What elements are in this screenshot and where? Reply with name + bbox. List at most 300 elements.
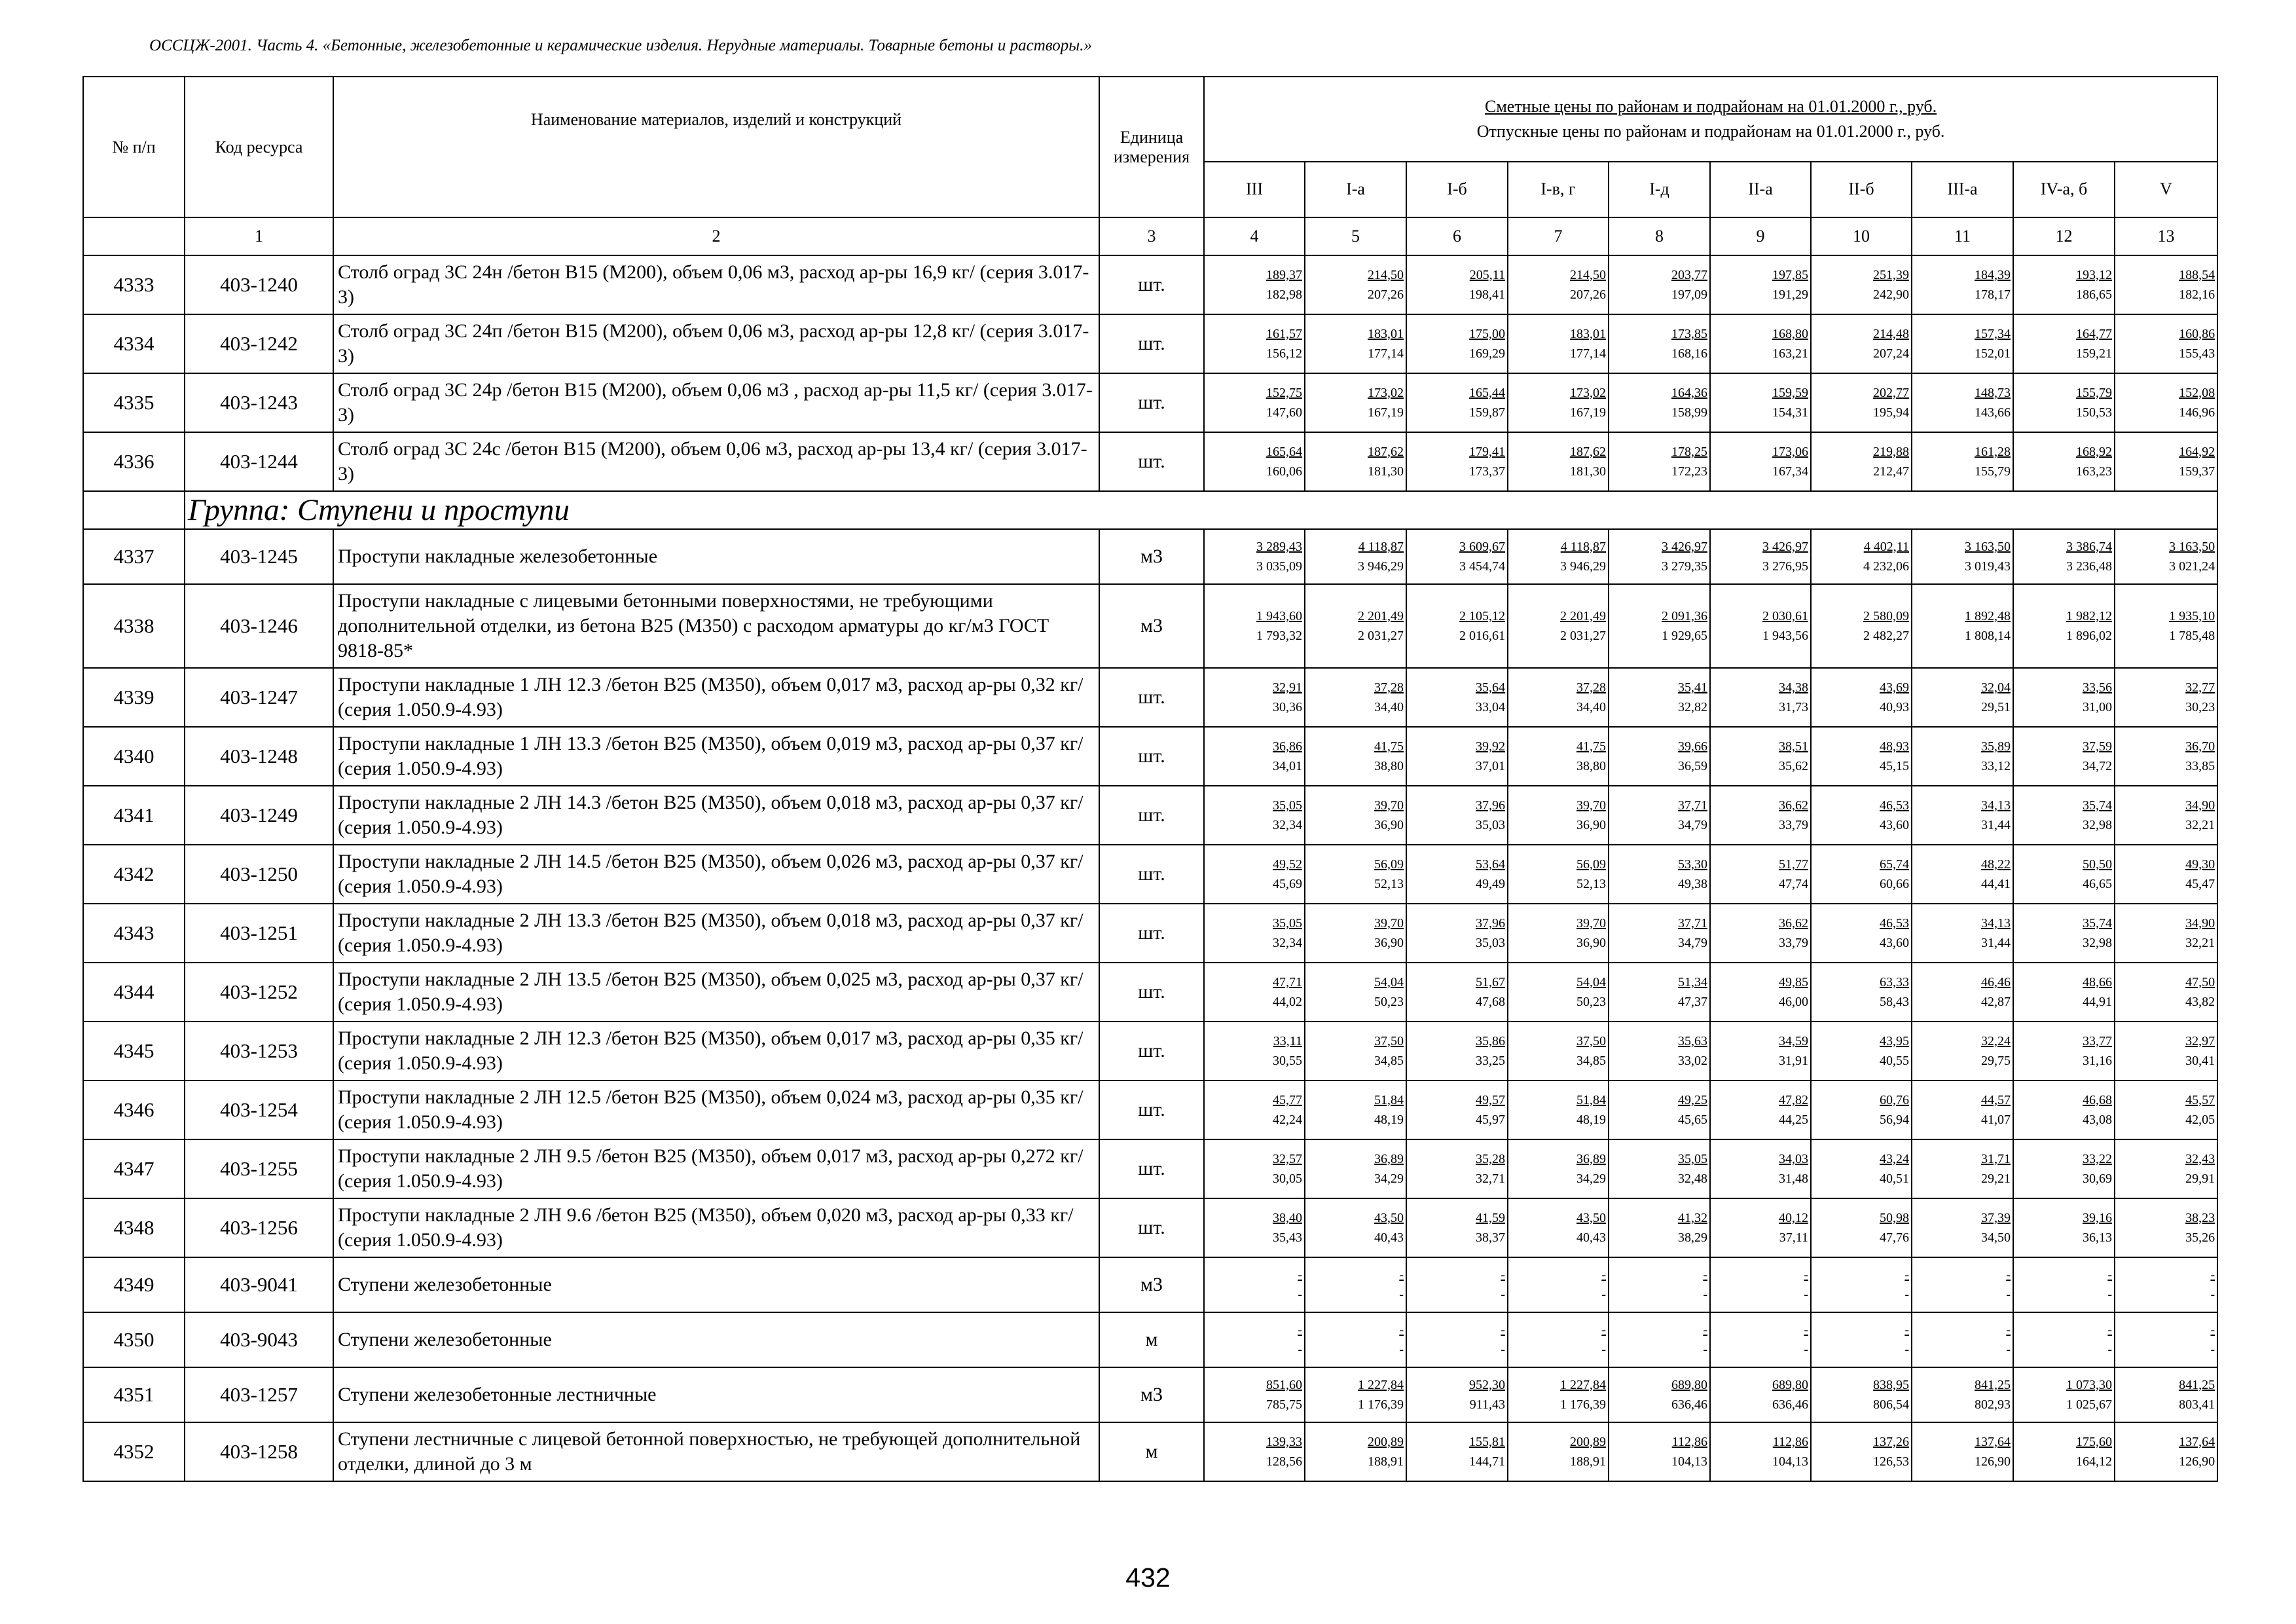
price-cell: [1305, 1080, 1406, 1139]
price-cell: [1811, 786, 1912, 845]
price-cell: [1406, 1422, 1508, 1481]
price-cell: [1811, 668, 1912, 727]
estimate-price: -: [2210, 1323, 2215, 1337]
price-cell: [2013, 1422, 2115, 1481]
estimate-price: 175,60: [2076, 1435, 2112, 1449]
estimate-price: 63,33: [1880, 975, 1909, 989]
price-cell: [1912, 727, 2013, 786]
release-price: 126,90: [1975, 1454, 2011, 1469]
price-cell: [1609, 373, 1710, 432]
release-price: -: [1501, 1342, 1505, 1357]
release-price: 33,79: [1779, 818, 1808, 832]
price-cell: [1508, 1257, 1609, 1312]
release-price: 40,51: [1880, 1172, 1909, 1186]
price-cell: [1609, 1022, 1710, 1080]
price-cell: [1305, 373, 1406, 432]
release-price: 38,29: [1678, 1230, 1707, 1245]
release-price: 33,85: [2185, 759, 2215, 773]
release-price: 47,76: [1880, 1230, 1909, 1245]
price-cell: [1811, 529, 1912, 584]
price-cell: [2115, 584, 2217, 668]
release-price: 169,29: [1469, 346, 1505, 361]
estimate-price: 41,59: [1476, 1211, 1505, 1225]
estimate-price: 155,81: [1469, 1435, 1505, 1449]
estimate-price: 137,64: [1975, 1435, 2011, 1449]
price-cell: [1204, 963, 1305, 1022]
release-price: 34,85: [1374, 1054, 1404, 1068]
estimate-price: -: [1501, 1268, 1505, 1282]
release-price: 44,91: [2083, 995, 2112, 1009]
price-cell: [1508, 255, 1609, 314]
price-cell: [1811, 1080, 1912, 1139]
release-price: 34,29: [1576, 1172, 1606, 1186]
estimate-price: 202,77: [1873, 386, 1909, 400]
price-cell: [1609, 668, 1710, 727]
release-price: 36,90: [1576, 818, 1606, 832]
release-price: 38,80: [1374, 759, 1404, 773]
price-cell: [1609, 432, 1710, 491]
estimate-price: -: [1601, 1268, 1606, 1282]
price-cell: [1710, 1367, 1811, 1422]
estimate-price: 168,80: [1772, 327, 1808, 341]
material-name: Проступи накладные 2 ЛН 12.5 /бетон В25 (М350), объем 0,024 м3, расход ар-ры 0,35 кг/ (серия 1.050.9-4.93): [333, 1080, 1099, 1139]
release-price: 36,13: [2083, 1230, 2112, 1245]
estimate-price: 2 030,61: [1762, 609, 1808, 623]
estimate-price: 37,59: [2083, 739, 2112, 754]
release-price: 40,43: [1374, 1230, 1404, 1245]
estimate-price: 32,97: [2185, 1034, 2215, 1048]
price-cell: [1406, 1312, 1508, 1367]
release-price: 3 035,09: [1256, 559, 1302, 574]
estimate-price: 51,77: [1779, 857, 1808, 872]
column-number-cell: 10: [1811, 217, 1912, 255]
price-cell: [1305, 786, 1406, 845]
price-cell: [1305, 1422, 1406, 1481]
price-cell: [1609, 1257, 1710, 1312]
release-price: 182,16: [2179, 287, 2215, 302]
price-cell: [2115, 786, 2217, 845]
table-row: [83, 963, 2217, 1022]
estimate-price: 46,46: [1981, 975, 2011, 989]
group-row: [83, 491, 2217, 529]
estimate-price: 841,25: [2179, 1378, 2215, 1392]
price-cell: [2013, 1139, 2115, 1198]
resource-code: 403-1255: [185, 1139, 333, 1198]
estimate-price: 3 163,50: [2169, 540, 2215, 554]
table-body-steps: [83, 529, 2217, 1481]
estimate-price: 139,33: [1266, 1435, 1302, 1449]
estimate-price: 164,36: [1671, 386, 1707, 400]
price-cell: [1508, 1022, 1609, 1080]
release-price: 32,82: [1678, 700, 1707, 714]
table-row: [83, 727, 2217, 786]
price-cell: [1912, 1139, 2013, 1198]
table-row: [83, 529, 2217, 584]
price-cell: [1912, 1022, 2013, 1080]
estimate-price: 203,77: [1671, 268, 1707, 282]
price-cell: [1710, 1312, 1811, 1367]
release-price: 32,34: [1273, 936, 1302, 950]
release-price: 207,24: [1873, 346, 1909, 361]
price-cell: [1305, 584, 1406, 668]
column-number-cell: 7: [1508, 217, 1609, 255]
price-cell: [1508, 904, 1609, 963]
estimate-price: 39,70: [1374, 798, 1404, 813]
estimate-price: 39,66: [1678, 739, 1707, 754]
estimate-price: 1 892,48: [1965, 609, 2011, 623]
price-cell: [1204, 1080, 1305, 1139]
estimate-price: 2 105,12: [1459, 609, 1505, 623]
estimate-price: 2 091,36: [1662, 609, 1707, 623]
unit-of-measure: шт.: [1099, 727, 1204, 786]
release-price: 31,91: [1779, 1054, 1808, 1068]
estimate-price: 49,85: [1779, 975, 1808, 989]
release-price: 35,62: [1779, 759, 1808, 773]
release-price: 60,66: [1880, 877, 1909, 891]
estimate-price: 32,04: [1981, 680, 2011, 695]
estimate-price: 47,82: [1779, 1093, 1808, 1107]
region-header-cell: I-б: [1406, 162, 1508, 217]
estimate-price: 49,57: [1476, 1093, 1505, 1107]
group-label: Группа: Ступени и проступи: [185, 491, 2217, 529]
estimate-price: 48,66: [2083, 975, 2112, 989]
price-cell: [1912, 1367, 2013, 1422]
release-price: 163,21: [1772, 346, 1808, 361]
price-cell: [1508, 668, 1609, 727]
estimate-price: 32,43: [2185, 1152, 2215, 1166]
unit-of-measure: м3: [1099, 584, 1204, 668]
estimate-price: 53,30: [1678, 857, 1707, 872]
release-price: 3 946,29: [1358, 559, 1404, 574]
estimate-price: 841,25: [1975, 1378, 2011, 1392]
price-cell: [2013, 529, 2115, 584]
release-price: 33,25: [1476, 1054, 1505, 1068]
estimate-price: 35,74: [2083, 798, 2112, 813]
resource-code: 403-9043: [185, 1312, 333, 1367]
estimate-price: 33,22: [2083, 1152, 2112, 1166]
header-col-unit: Единица измерения: [1099, 77, 1204, 217]
estimate-price: 53,64: [1476, 857, 1505, 872]
release-price: 1 943,56: [1762, 629, 1808, 643]
estimate-price: 43,50: [1374, 1211, 1404, 1225]
price-cell: [1609, 529, 1710, 584]
release-price: -: [1298, 1287, 1302, 1302]
document-header-title: ОССЦЖ-2001. Часть 4. «Бетонные, железобетонные и керамические изделия. Нерудные материалы. Товарные бетоны и растворы.»: [149, 37, 1092, 54]
page-number: 432: [1125, 1562, 1171, 1593]
release-price: 182,98: [1266, 287, 1302, 302]
release-price: 45,65: [1678, 1113, 1707, 1127]
release-price: 186,65: [2076, 287, 2112, 302]
price-cell: [1406, 845, 1508, 904]
price-cell: [1406, 373, 1508, 432]
price-cell: [2115, 255, 2217, 314]
estimate-price: 44,57: [1981, 1093, 2011, 1107]
header-col-num: № п/п: [83, 77, 185, 217]
unit-of-measure: шт.: [1099, 1080, 1204, 1139]
price-cell: [2115, 1022, 2217, 1080]
material-name: Проступи накладные с лицевыми бетонными поверхностями, не требующими дополнительной отделки, из бетона В25 (М350) с расходом арматуры до кг/м3 ГОСТ 9818-85*: [333, 584, 1099, 668]
release-price: 4 232,06: [1863, 559, 1909, 574]
row-number: 4345: [83, 1022, 185, 1080]
price-cell: [1912, 1312, 2013, 1367]
price-cell: [1811, 845, 1912, 904]
estimate-price: 2 580,09: [1863, 609, 1909, 623]
release-price: 126,53: [1873, 1454, 1909, 1469]
estimate-price: 39,70: [1374, 916, 1404, 931]
resource-code: 403-1254: [185, 1080, 333, 1139]
estimate-price: 38,40: [1273, 1211, 1302, 1225]
price-cell: [2115, 668, 2217, 727]
price-cell: [1508, 1139, 1609, 1198]
estimate-price: 164,77: [2076, 327, 2112, 341]
material-name: Проступи накладные 2 ЛН 14.3 /бетон В25 (М350), объем 0,018 м3, расход ар-ры 0,37 кг/ (серия 1.050.9-4.93): [333, 786, 1099, 845]
material-name: Столб оград 3С 24н /бетон В15 (М200), объем 0,06 м3, расход ар-ры 16,9 кг/ (серия 3.017-3): [333, 255, 1099, 314]
estimate-price: 34,90: [2185, 916, 2215, 931]
unit-of-measure: шт.: [1099, 314, 1204, 373]
price-cell: [1811, 1139, 1912, 1198]
estimate-price: 35,41: [1678, 680, 1707, 695]
price-cell: [1912, 1257, 2013, 1312]
release-price: 144,71: [1469, 1454, 1505, 1469]
estimate-price: 35,74: [2083, 916, 2112, 931]
release-price: 155,79: [1975, 464, 2011, 479]
table-row: [83, 1080, 2217, 1139]
material-name: Ступени железобетонные лестничные: [333, 1367, 1099, 1422]
group-num-cell: [83, 491, 185, 529]
estimate-price: -: [2107, 1323, 2112, 1337]
price-cell: [2013, 255, 2115, 314]
price-cell: [1204, 1139, 1305, 1198]
price-cell: [2013, 1367, 2115, 1422]
table-row: [83, 1312, 2217, 1367]
estimate-price: 952,30: [1469, 1378, 1505, 1392]
release-price: 126,90: [2179, 1454, 2215, 1469]
price-cell: [2115, 314, 2217, 373]
estimate-price: 38,51: [1779, 739, 1808, 754]
resource-code: 403-1242: [185, 314, 333, 373]
material-name: Проступи накладные 2 ЛН 12.3 /бетон В25 (М350), объем 0,017 м3, расход ар-ры 0,35 кг/ (серия 1.050.9-4.93): [333, 1022, 1099, 1080]
estimate-price: 214,50: [1570, 268, 1606, 282]
column-number-cell: 11: [1912, 217, 2013, 255]
release-price: 30,69: [2083, 1172, 2112, 1186]
resource-code: 403-1243: [185, 373, 333, 432]
price-cell: [1811, 373, 1912, 432]
release-price: 31,73: [1779, 700, 1808, 714]
release-price: 45,15: [1880, 759, 1909, 773]
estimate-price: 49,30: [2185, 857, 2215, 872]
estimate-price: 48,93: [1880, 739, 1909, 754]
price-cell: [1305, 845, 1406, 904]
unit-of-measure: м: [1099, 1312, 1204, 1367]
table-row: [83, 786, 2217, 845]
price-cell: [2013, 668, 2115, 727]
estimate-price: 1 943,60: [1256, 609, 1302, 623]
price-cell: [2013, 727, 2115, 786]
release-price: 43,60: [1880, 936, 1909, 950]
column-number-cell: 12: [2013, 217, 2115, 255]
price-cell: [1305, 1257, 1406, 1312]
estimate-price: 34,90: [2185, 798, 2215, 813]
release-price: 33,12: [1981, 759, 2011, 773]
estimate-price: 35,63: [1678, 1034, 1707, 1048]
estimate-price: -: [2210, 1268, 2215, 1282]
release-price: 143,66: [1975, 405, 2011, 420]
resource-code: 403-1252: [185, 963, 333, 1022]
estimate-price: 112,86: [1772, 1435, 1808, 1449]
estimate-price: 34,13: [1981, 916, 2011, 931]
price-cell: [1305, 727, 1406, 786]
release-price: 785,75: [1266, 1397, 1302, 1412]
region-header-cell: V: [2115, 162, 2217, 217]
release-price: 32,48: [1678, 1172, 1707, 1186]
price-cell: [1204, 727, 1305, 786]
unit-of-measure: шт.: [1099, 1139, 1204, 1198]
release-price: 2 031,27: [1560, 629, 1606, 643]
price-cell: [1912, 432, 2013, 491]
release-price: 45,69: [1273, 877, 1302, 891]
price-cell: [2115, 904, 2217, 963]
price-cell: [2115, 1198, 2217, 1257]
release-price: 34,50: [1981, 1230, 2011, 1245]
release-price: 32,34: [1273, 818, 1302, 832]
price-cell: [1609, 584, 1710, 668]
release-price: 30,23: [2185, 700, 2215, 714]
price-cell: [1406, 584, 1508, 668]
resource-code: 403-1249: [185, 786, 333, 845]
estimate-price: 4 118,87: [1560, 540, 1606, 554]
price-cell: [2013, 963, 2115, 1022]
release-price: 167,19: [1368, 405, 1404, 420]
price-cell: [1710, 904, 1811, 963]
price-cell: [1406, 1139, 1508, 1198]
price-cell: [1710, 1257, 1811, 1312]
estimate-price: 3 609,67: [1459, 540, 1505, 554]
price-cell: [1508, 584, 1609, 668]
release-price: 3 946,29: [1560, 559, 1606, 574]
unit-of-measure: шт.: [1099, 373, 1204, 432]
release-price: 2 016,61: [1459, 629, 1505, 643]
release-price: 242,90: [1873, 287, 1909, 302]
estimate-price: 219,88: [1873, 445, 1909, 459]
estimate-price: 165,44: [1469, 386, 1505, 400]
material-name: Ступени лестничные с лицевой бетонной поверхностью, не требующей дополнительной отделки, длиной до 3 м: [333, 1422, 1099, 1481]
release-price: 43,82: [2185, 995, 2215, 1009]
estimate-price: 32,91: [1273, 680, 1302, 695]
estimate-price: 37,50: [1576, 1034, 1606, 1048]
release-price: 35,03: [1476, 936, 1505, 950]
unit-of-measure: м3: [1099, 529, 1204, 584]
release-price: 38,80: [1576, 759, 1606, 773]
release-price: 42,87: [1981, 995, 2011, 1009]
price-cell: [1710, 786, 1811, 845]
price-cell: [1609, 963, 1710, 1022]
price-cell: [1305, 668, 1406, 727]
estimate-price: 189,37: [1266, 268, 1302, 282]
price-cell: [1305, 1312, 1406, 1367]
table-row: [83, 1257, 2217, 1312]
release-price: -: [2210, 1287, 2215, 1302]
release-price: 44,41: [1981, 877, 2011, 891]
release-price: -: [2107, 1287, 2112, 1302]
price-cell: [1305, 1022, 1406, 1080]
price-cell: [1204, 786, 1305, 845]
price-cell: [1305, 255, 1406, 314]
row-number: 4339: [83, 668, 185, 727]
release-price: 636,46: [1671, 1397, 1707, 1412]
estimate-price: 36,89: [1576, 1152, 1606, 1166]
price-cell: [1508, 1367, 1609, 1422]
material-name: Проступи накладные 2 ЛН 9.5 /бетон В25 (М350), объем 0,017 м3, расход ар-ры 0,272 кг/ (серия 1.050.9-4.93): [333, 1139, 1099, 1198]
release-price: 29,21: [1981, 1172, 2011, 1186]
estimate-price: 36,62: [1779, 798, 1808, 813]
estimate-price: 112,86: [1671, 1435, 1707, 1449]
region-header-cell: I-в, г: [1508, 162, 1609, 217]
estimate-price: 47,71: [1273, 975, 1302, 989]
release-price: 30,55: [1273, 1054, 1302, 1068]
estimate-price: 48,22: [1981, 857, 2011, 872]
release-price: -: [1601, 1342, 1606, 1357]
price-cell: [1305, 1139, 1406, 1198]
estimate-price: 36,62: [1779, 916, 1808, 931]
estimate-price: 159,59: [1772, 386, 1808, 400]
colnum-blank-cell: [83, 217, 185, 255]
estimate-price: 187,62: [1368, 445, 1404, 459]
resource-code: 403-1248: [185, 727, 333, 786]
price-cell: [1204, 1022, 1305, 1080]
estimate-price: 46,53: [1880, 916, 1909, 931]
price-cell: [1912, 1080, 2013, 1139]
region-header-cell: I-а: [1305, 162, 1406, 217]
release-price: 47,74: [1779, 877, 1808, 891]
release-price: 37,11: [1779, 1230, 1808, 1245]
release-price: 177,14: [1368, 346, 1404, 361]
estimate-price: 155,79: [2076, 386, 2112, 400]
estimate-price: 251,39: [1873, 268, 1909, 282]
release-price: 207,26: [1368, 287, 1404, 302]
column-number-cell: 8: [1609, 217, 1710, 255]
release-price: 911,43: [1469, 1397, 1505, 1412]
row-number: 4352: [83, 1422, 185, 1481]
table-row: [83, 1198, 2217, 1257]
release-price: 45,47: [2185, 877, 2215, 891]
price-cell: [1406, 1198, 1508, 1257]
release-price: 35,03: [1476, 818, 1505, 832]
resource-code: 403-1257: [185, 1367, 333, 1422]
price-cell: [1204, 1198, 1305, 1257]
estimate-price: 47,50: [2185, 975, 2215, 989]
estimate-price: 152,75: [1266, 386, 1302, 400]
price-cell: [1609, 255, 1710, 314]
release-price: 34,40: [1576, 700, 1606, 714]
price-cell: [1710, 314, 1811, 373]
estimate-price: 214,50: [1368, 268, 1404, 282]
estimate-price: 37,71: [1678, 916, 1707, 931]
price-cell: [1508, 727, 1609, 786]
estimate-price: 51,84: [1374, 1093, 1404, 1107]
price-cell: [1305, 963, 1406, 1022]
release-price: 34,29: [1374, 1172, 1404, 1186]
estimate-price: 50,98: [1880, 1211, 1909, 1225]
header-col-code: Код ресурса: [185, 77, 333, 217]
estimate-price: 51,67: [1476, 975, 1505, 989]
price-cell: [1811, 1022, 1912, 1080]
estimate-price: -: [1703, 1268, 1707, 1282]
price-cell: [1508, 373, 1609, 432]
release-price: 43,60: [1880, 818, 1909, 832]
column-number-cell: 6: [1406, 217, 1508, 255]
column-number-cell: 9: [1710, 217, 1811, 255]
table-body-fences: [83, 255, 2217, 491]
